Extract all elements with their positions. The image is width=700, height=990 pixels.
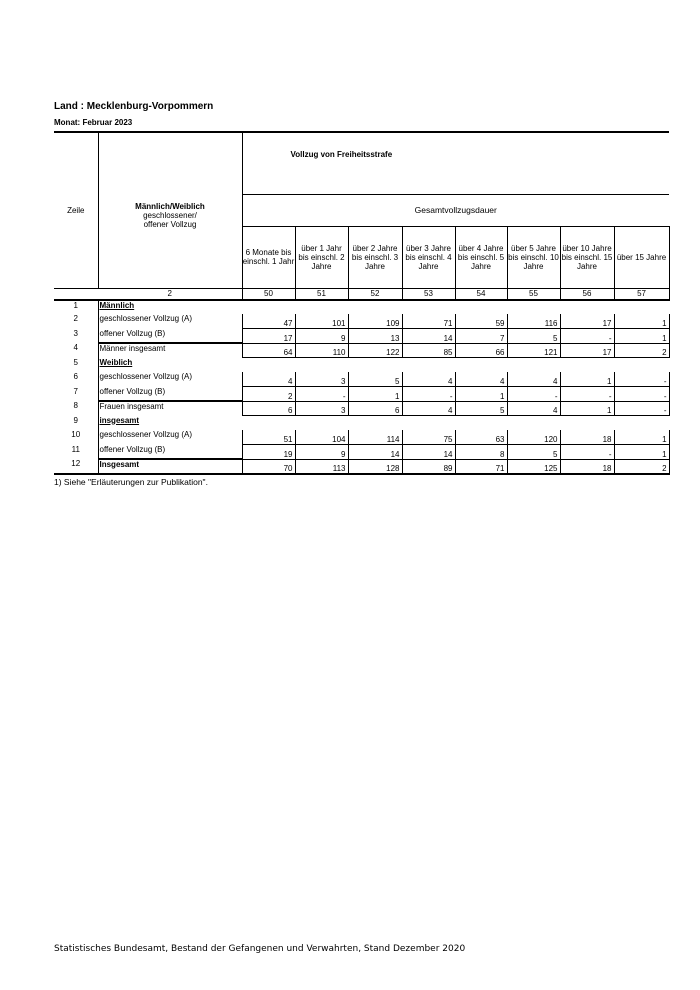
column-number: 52 [348, 288, 402, 300]
row-label: geschlossener Vollzug (A) [99, 372, 192, 381]
column-number: 51 [295, 288, 348, 300]
value-cell: 113 [295, 459, 348, 474]
column-header-7: über 10 Jahre bis einschl. 15 Jahre [560, 226, 614, 288]
table-body [54, 300, 669, 474]
table-row [54, 300, 669, 315]
value-cell: 9 [295, 329, 348, 344]
row-number: 4 [54, 343, 98, 358]
row-number: 9 [54, 416, 98, 431]
value-cell: 75 [402, 430, 455, 445]
row-number: 1 [54, 300, 98, 315]
value-cell: 64 [242, 343, 295, 358]
column-number: 54 [455, 288, 507, 300]
value-cell: - [560, 329, 614, 344]
value-cell: 6 [348, 401, 402, 416]
table-row [54, 445, 669, 460]
value-cell: 1 [560, 372, 614, 387]
value-cell: 120 [507, 430, 560, 445]
value-cell: 47 [242, 314, 295, 329]
value-cell: 14 [402, 329, 455, 344]
value-cell: 1 [614, 314, 669, 329]
value-cell: 17 [242, 329, 295, 344]
value-cell: 4 [507, 372, 560, 387]
value-cell: 18 [560, 430, 614, 445]
row-label: offener Vollzug (B) [99, 444, 166, 454]
value-cell: - [560, 387, 614, 402]
value-cell: 14 [348, 445, 402, 460]
value-cell: 1 [614, 329, 669, 344]
column-number: 53 [402, 288, 455, 300]
row-number: 11 [54, 445, 98, 460]
value-cell: - [402, 387, 455, 402]
table-row [54, 358, 669, 373]
value-cell: 13 [348, 329, 402, 344]
value-cell: - [560, 445, 614, 460]
value-cell: - [295, 387, 348, 402]
land-title: Land : Mecklenburg-Vorpommern [54, 101, 214, 112]
value-cell: 122 [348, 343, 402, 358]
value-cell: - [614, 387, 669, 402]
table-row [54, 430, 669, 445]
row-label: offener Vollzug (B) [99, 328, 166, 338]
value-cell: 14 [402, 445, 455, 460]
zeile-header: Zeile [54, 132, 98, 288]
value-cell: 71 [455, 459, 507, 474]
value-cell: 6 [242, 401, 295, 416]
value-cell: 63 [455, 430, 507, 445]
value-cell: 109 [348, 314, 402, 329]
value-cell: 1 [348, 387, 402, 402]
row-label: insgesamt [99, 415, 140, 425]
value-cell: 85 [402, 343, 455, 358]
column-header-6: über 5 Jahre bis einschl. 10 Jahre [507, 226, 560, 288]
table-row [54, 314, 669, 329]
column-header-1: 6 Monate bis einschl. 1 Jahr [242, 226, 295, 288]
value-cell: 71 [402, 314, 455, 329]
value-cell: - [614, 372, 669, 387]
value-cell: 17 [560, 343, 614, 358]
table-row [54, 401, 669, 416]
column-number: 56 [560, 288, 614, 300]
value-cell: 104 [295, 430, 348, 445]
month-title: Monat: Februar 2023 [54, 118, 133, 127]
column-header-2: über 1 Jahr bis einschl. 2 Jahre [295, 226, 348, 288]
value-cell: 3 [295, 372, 348, 387]
value-cell: 7 [455, 329, 507, 344]
value-cell: 5 [455, 401, 507, 416]
row-number: 10 [54, 430, 98, 445]
value-cell: - [507, 387, 560, 402]
row-label: Weiblich [99, 357, 133, 367]
column-number: 2 [98, 288, 242, 300]
value-cell: 121 [507, 343, 560, 358]
row-label: Insgesamt [98, 459, 242, 474]
row-number: 2 [54, 314, 98, 329]
value-cell: 116 [507, 314, 560, 329]
value-cell: 4 [402, 372, 455, 387]
value-cell: 2 [242, 387, 295, 402]
value-cell: - [614, 401, 669, 416]
group-header: Vollzug von Freiheitsstrafe [242, 132, 669, 194]
gender-header [98, 132, 242, 288]
row-label: Männlich [99, 300, 135, 310]
value-cell: 66 [455, 343, 507, 358]
table-row [54, 387, 669, 402]
column-number-zeile [54, 288, 98, 300]
value-cell: 101 [295, 314, 348, 329]
row-number: 5 [54, 358, 98, 373]
value-cell: 4 [455, 372, 507, 387]
value-cell: 5 [348, 372, 402, 387]
value-cell: 2 [614, 343, 669, 358]
value-cell: 114 [348, 430, 402, 445]
value-cell: 18 [560, 459, 614, 474]
table-row [54, 459, 669, 474]
value-cell: 1 [560, 401, 614, 416]
value-cell: 51 [242, 430, 295, 445]
row-number: 7 [54, 387, 98, 402]
row-label: geschlossener Vollzug (A) [99, 430, 192, 439]
page-footer: Statistisches Bundesamt, Bestand der Gefangenen und Verwahrten, Stand Dezember 2020 [54, 944, 466, 954]
value-cell: 4 [507, 401, 560, 416]
value-cell: 3 [295, 401, 348, 416]
value-cell: 9 [295, 445, 348, 460]
row-label: offener Vollzug (B) [99, 386, 166, 396]
subgroup-header: Gesamtvollzugsdauer [242, 194, 669, 226]
value-cell: 8 [455, 445, 507, 460]
row-label: Männer insgesamt [98, 343, 242, 358]
value-cell: 70 [242, 459, 295, 474]
value-cell: 5 [507, 445, 560, 460]
value-cell: 19 [242, 445, 295, 460]
value-cell: 89 [402, 459, 455, 474]
value-cell: 125 [507, 459, 560, 474]
value-cell: 110 [295, 343, 348, 358]
table-row [54, 416, 669, 431]
row-number: 12 [54, 459, 98, 474]
column-header-8: über 15 Jahre [614, 226, 669, 288]
row-number: 6 [54, 372, 98, 387]
row-label: Frauen insgesamt [98, 401, 242, 416]
value-cell: 4 [242, 372, 295, 387]
value-cell: 59 [455, 314, 507, 329]
row-label: geschlossener Vollzug (A) [99, 314, 192, 323]
table-row [54, 372, 669, 387]
column-number: 57 [614, 288, 669, 300]
section-spacer [242, 358, 669, 373]
row-number: 3 [54, 329, 98, 344]
table-row [54, 343, 669, 358]
value-cell: 128 [348, 459, 402, 474]
value-cell: 2 [614, 459, 669, 474]
gender-header-title: Männlich/Weiblich [135, 201, 205, 211]
value-cell: 1 [614, 430, 669, 445]
column-header-3: über 2 Jahre bis einschl. 3 Jahre [348, 226, 402, 288]
section-spacer [242, 300, 669, 315]
value-cell: 5 [507, 329, 560, 344]
gender-header-sub: geschlossener/ offener Vollzug [143, 210, 197, 229]
value-cell: 1 [455, 387, 507, 402]
footnote: 1) Siehe "Erläuterungen zur Publikation". [54, 477, 208, 487]
section-spacer [242, 416, 669, 431]
value-cell: 4 [402, 401, 455, 416]
row-number: 8 [54, 401, 98, 416]
column-header-5: über 4 Jahre bis einschl. 5 Jahre [455, 226, 507, 288]
statistics-table [54, 131, 670, 475]
value-cell: 1 [614, 445, 669, 460]
column-number: 55 [507, 288, 560, 300]
column-number-row [54, 288, 669, 300]
value-cell: 17 [560, 314, 614, 329]
column-number: 50 [242, 288, 295, 300]
table-row [54, 329, 669, 344]
column-header-4: über 3 Jahre bis einschl. 4 Jahre [402, 226, 455, 288]
